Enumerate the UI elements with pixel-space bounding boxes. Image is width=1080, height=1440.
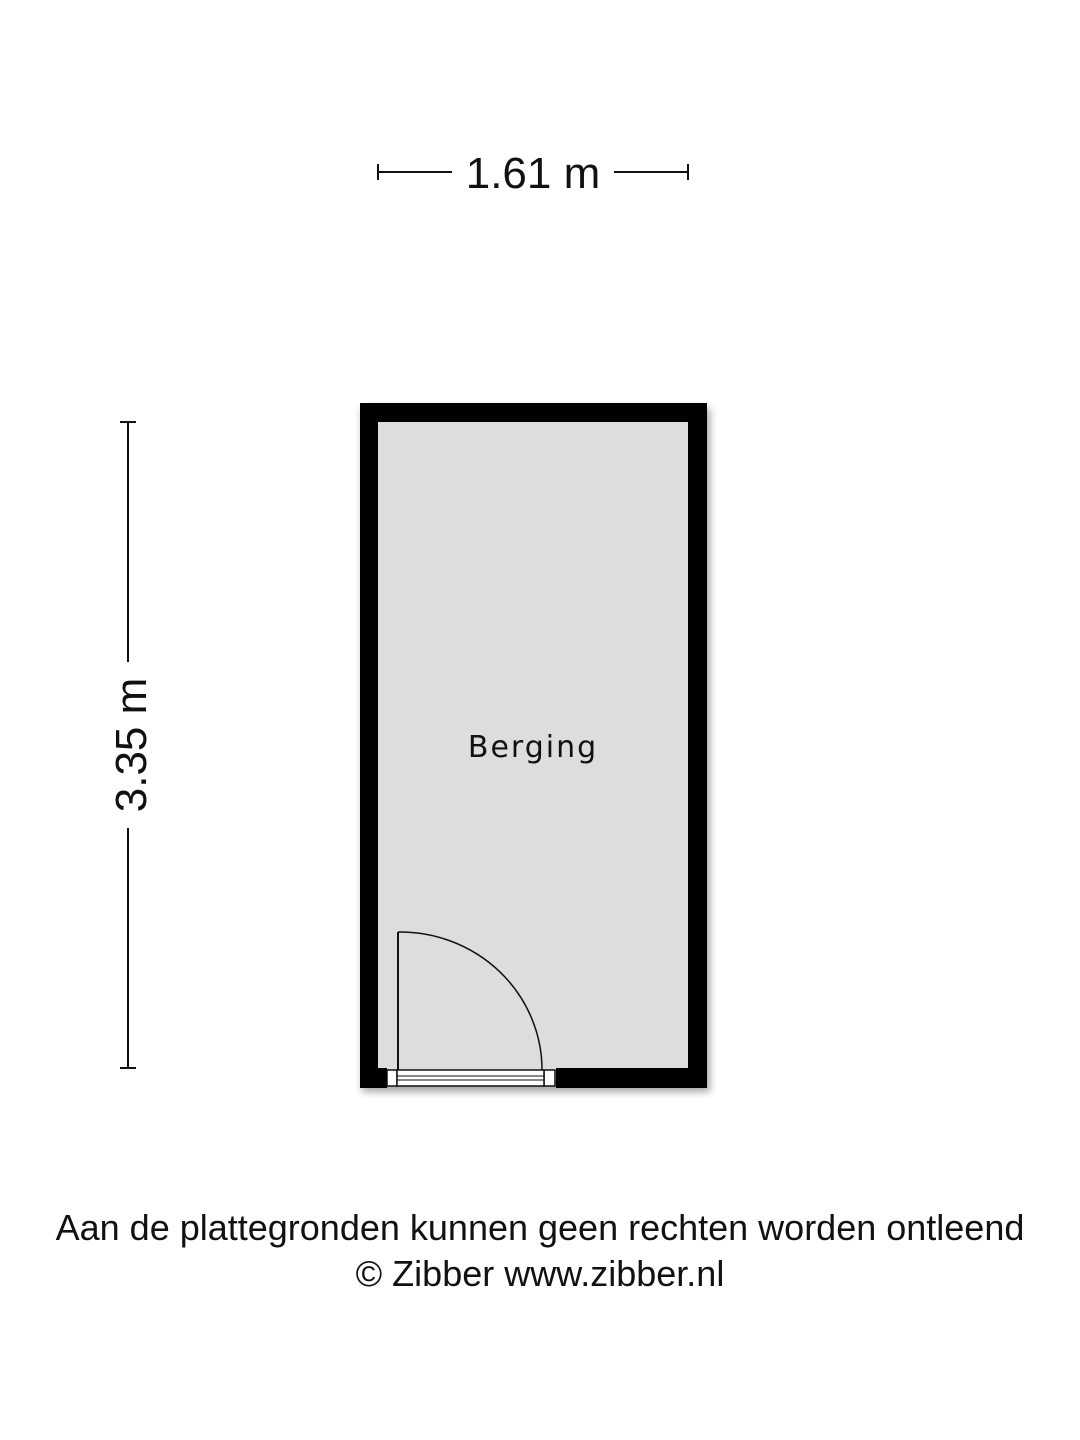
wall-top [360, 403, 707, 422]
width-dimension [378, 149, 688, 198]
room-name-label: Berging [467, 730, 599, 765]
wall-bottom-left [360, 1068, 387, 1088]
wall-right [688, 403, 707, 1088]
wall-left [360, 403, 378, 1088]
door-jamb-right [544, 1070, 555, 1086]
door-threshold [397, 1070, 544, 1086]
copyright-text: © Zibber www.zibber.nl [355, 1253, 725, 1294]
door-jamb-left [387, 1070, 397, 1086]
height-dimension [107, 422, 156, 1068]
disclaimer-text: Aan de plattegronden kunnen geen rechten worden ontleend [55, 1207, 1025, 1248]
width-dimension-label: 1.61 m [465, 149, 601, 198]
room-berging [360, 403, 710, 1092]
height-dimension-label: 3.35 m [107, 677, 156, 813]
wall-bottom-right [556, 1068, 707, 1088]
